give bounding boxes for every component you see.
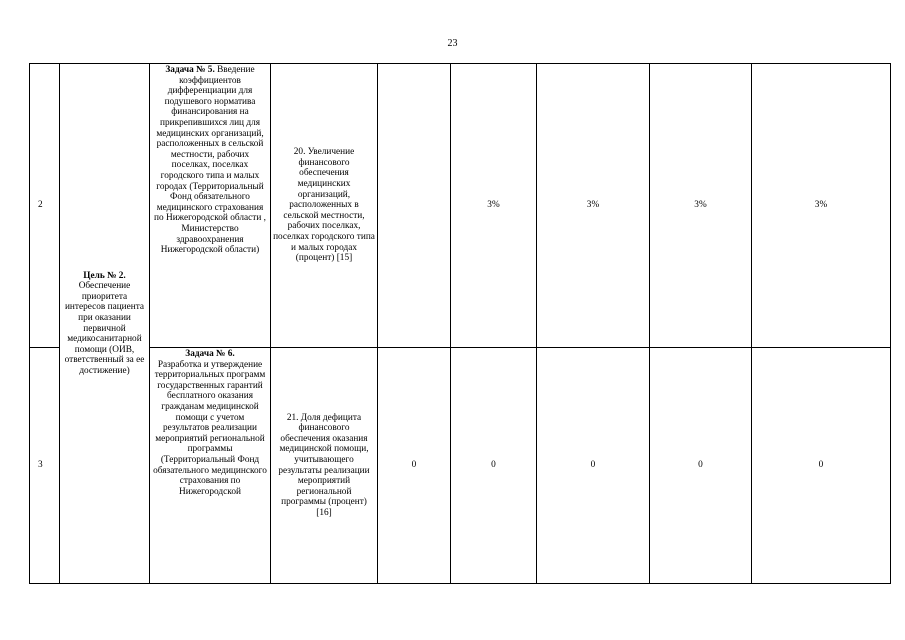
- task-text: Введение коэффициентов дифференциации для подушевого норматива финансирования на прикрепившихся лиц для медицинских организаций, расположенных в сельской местности, рабочих поселках, поселках городского типа и малых городах (Территориальный Фонд обязательного медицинского страхования по Нижегородской области , Министерство здравоохранения Нижегородской области): [154, 65, 266, 256]
- value-cell: 0: [650, 348, 752, 584]
- row-number: 2: [30, 64, 60, 348]
- value-cell: 3%: [451, 64, 537, 348]
- value-cell: [378, 64, 451, 348]
- program-table: [29, 63, 891, 584]
- value-cell: 3%: [752, 64, 891, 348]
- task-text: Разработка и утверждение территориальных программ государственных гарантий бесплатного оказания гражданам медицинской помощи с учетом результатов реализации мероприятий региональной программы (Территориальный Фонд обязательного медицинского страхования по Нижегородской: [153, 359, 267, 497]
- task-title: Задача № 5.: [165, 65, 215, 75]
- table-row: [30, 64, 891, 348]
- goal-text: Обеспечение приоритета интересов пациента при оказании первичной медикосанитарной помощи (ОИВ, ответственный за ее достижение): [64, 281, 145, 376]
- value-cell: 3%: [537, 64, 650, 348]
- task-cell: [150, 64, 271, 348]
- goal-cell: [60, 64, 150, 584]
- task-cell: [150, 348, 271, 584]
- value-cell: 0: [537, 348, 650, 584]
- row-number: 3: [30, 348, 60, 584]
- value-cell: 3%: [650, 64, 752, 348]
- goal-title: Цель № 2.: [83, 270, 126, 281]
- indicator-cell: 20. Увеличение финансового обеспечения медицинских организаций, расположенных в сельской местности, рабочих поселках, поселках городского типа и малых городах (процент) [15]: [271, 64, 378, 348]
- task-title: Задача № 6.: [185, 349, 235, 359]
- table-row: [30, 348, 891, 584]
- indicator-cell: 21. Доля дефицита финансового обеспечения оказания медицинской помощи, учитывающего результаты реализации мероприятий региональной программы (процент) [16]: [271, 348, 378, 584]
- page-number: 23: [447, 38, 458, 49]
- value-cell: 0: [752, 348, 891, 584]
- value-cell: 0: [451, 348, 537, 584]
- value-cell: 0: [378, 348, 451, 584]
